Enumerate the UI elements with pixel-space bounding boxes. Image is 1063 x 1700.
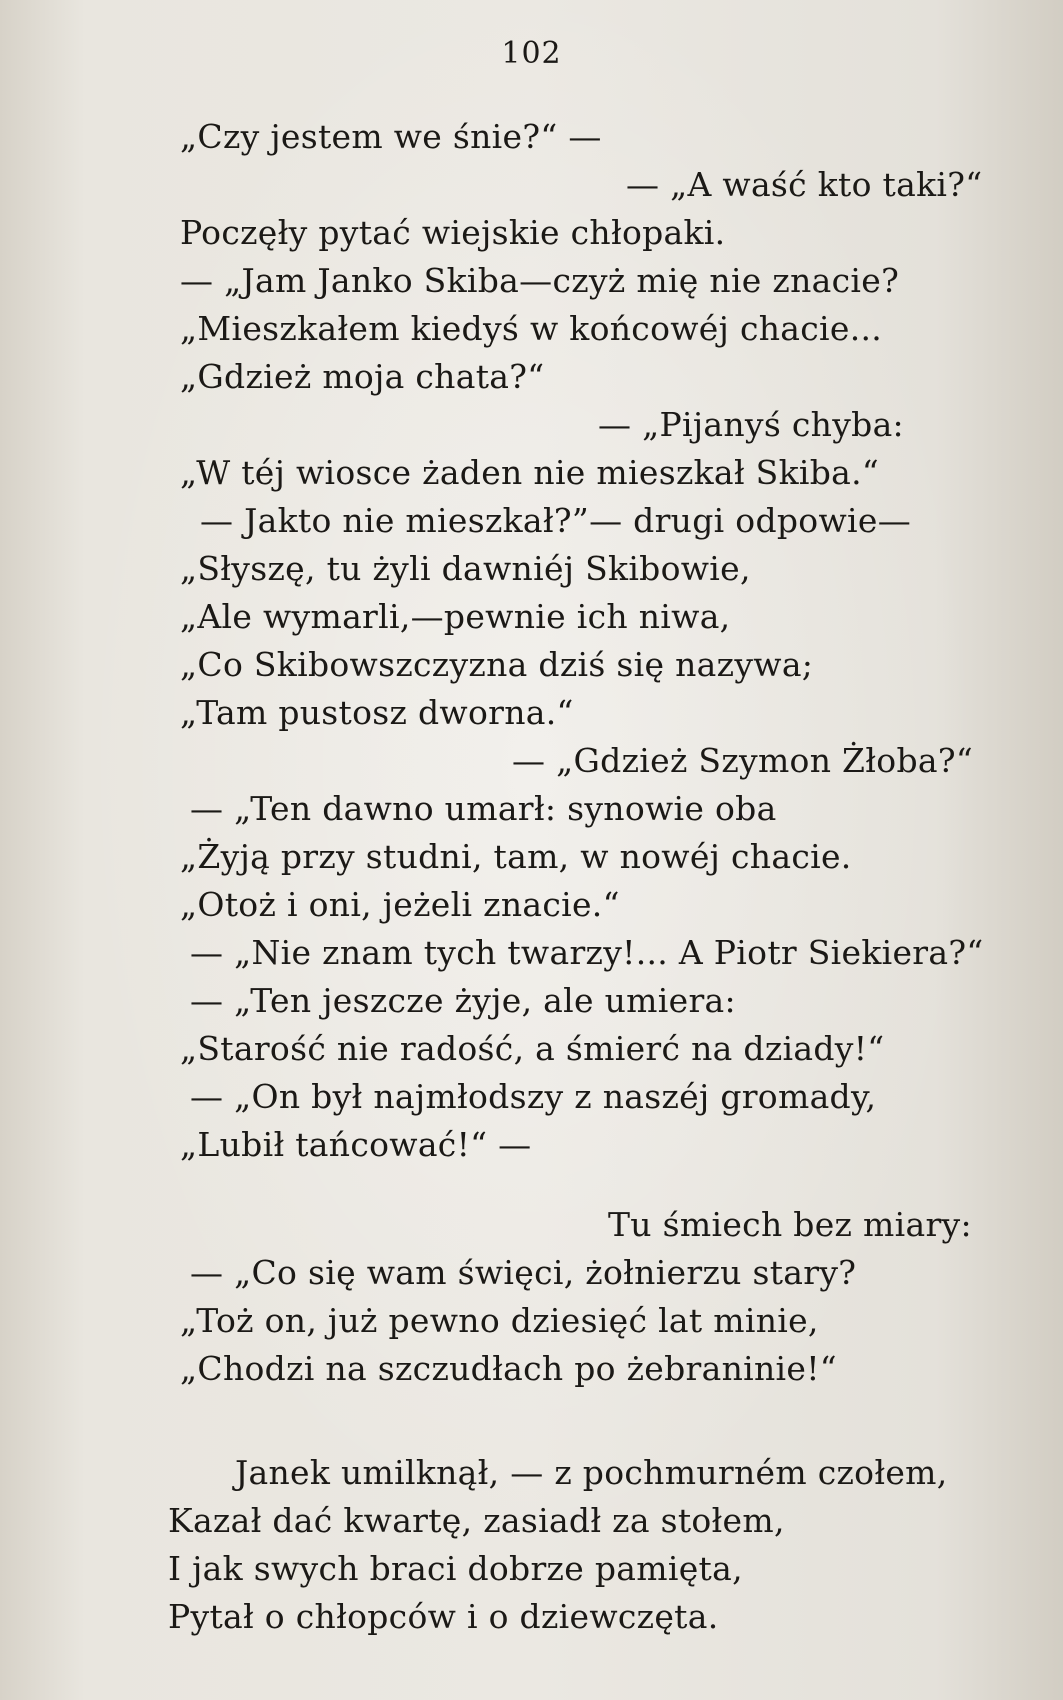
verse-line: Janek umilknął, — z pochmurném czołem, xyxy=(235,1453,948,1492)
page-number: 102 xyxy=(501,36,562,71)
verse-line: „Tam pustosz dworna.“ xyxy=(180,693,574,732)
verse-line: — „Jam Janko Skiba—czyż mię nie znacie? xyxy=(180,261,900,300)
verse-line: Poczęły pytać wiejskie chłopaki. xyxy=(180,213,726,252)
verse-line: „Żyją przy studni, tam, w nowéj chacie. xyxy=(180,837,852,876)
verse-line: — „A waść kto taki?“ xyxy=(626,165,983,204)
verse-line: — „Gdzież Szymon Żłoba?“ xyxy=(512,741,974,780)
verse-line: Pytał o chłopców i o dziewczęta. xyxy=(168,1597,719,1636)
verse-line: „Toż on, już pewno dziesięć lat minie, xyxy=(180,1301,819,1340)
verse-line: I jak swych braci dobrze pamięta, xyxy=(168,1549,743,1588)
verse-line: — „Ten jeszcze żyje, ale umiera: xyxy=(190,981,736,1020)
verse-line: „Gdzież moja chata?“ xyxy=(180,357,545,396)
verse-line: — „Nie znam tych twarzy!... A Piotr Siekiera?“ xyxy=(190,933,984,972)
verse-line: Kazał dać kwartę, zasiadł za stołem, xyxy=(168,1501,785,1540)
verse-line: „Starość nie radość, a śmierć na dziady!“ xyxy=(180,1029,885,1068)
verse-line: Tu śmiech bez miary: xyxy=(608,1205,972,1244)
verse-line: „Mieszkałem kiedyś w końcowéj chacie... xyxy=(180,309,883,348)
verse-line: „Ale wymarli,—pewnie ich niwa, xyxy=(180,597,731,636)
verse-line: „Słyszę, tu żyli dawniéj Skibowie, xyxy=(180,549,751,588)
verse-line: „Chodzi na szczudłach po żebraninie!“ xyxy=(180,1349,837,1388)
verse-line: „Otoż i oni, jeżeli znacie.“ xyxy=(180,885,620,924)
verse-line: „Czy jestem we śnie?“ — xyxy=(180,117,602,156)
verse-line: — Jakto nie mieszkał?”— drugi odpowie— xyxy=(200,501,911,540)
verse-line: — „Pijanyś chyba: xyxy=(598,405,904,444)
verse-line: „W téj wiosce żaden nie mieszkał Skiba.“ xyxy=(180,453,880,492)
verse-line: „Lubił tańcować!“ — xyxy=(180,1125,532,1164)
verse-line: — „On był najmłodszy z naszéj gromady, xyxy=(190,1077,877,1116)
verse-line: — „Co się wam święci, żołnierzu stary? xyxy=(190,1253,857,1292)
verse-line: — „Ten dawno umarł: synowie oba xyxy=(190,789,777,828)
verse-line: „Co Skibowszczyzna dziś się nazywa; xyxy=(180,645,814,684)
